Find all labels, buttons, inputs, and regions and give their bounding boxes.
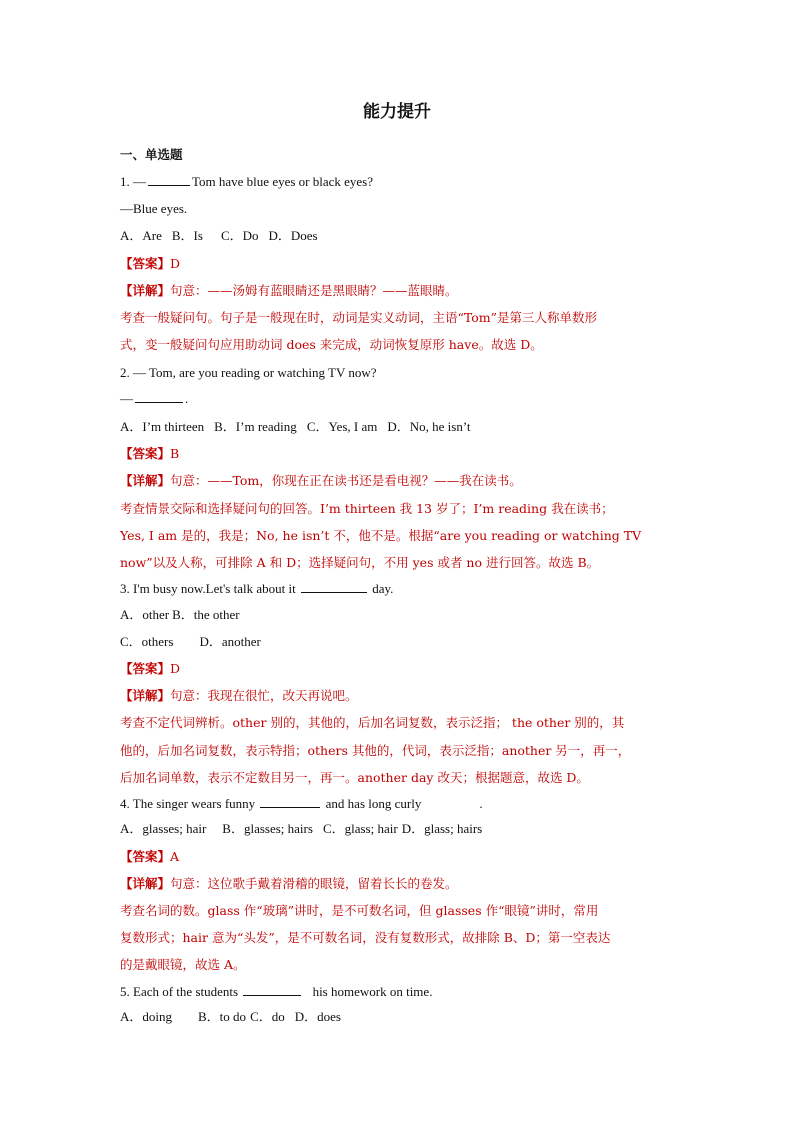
page-title: 能力提升 — [363, 102, 431, 122]
option-c: C．Yes, I am — [306, 419, 378, 434]
question-3-answer: 【答案】D — [120, 661, 181, 676]
option-a: A．doing — [120, 1009, 173, 1024]
question-3-detail-line-2: 他的，后加名词复数，表示特指；others 其他的，代词，表示泛指；another 另一，再一， — [120, 743, 631, 758]
option-c: C．glass; hair — [322, 821, 398, 836]
question-1-options — [120, 228, 328, 244]
question-1-explain: 【详解】句意：——汤姆有蓝眼睛还是黑眼睛？——蓝眼睛。 — [120, 283, 458, 298]
question-3-options-row-2 — [120, 634, 271, 650]
question-3-explain: 【详解】句意：我现在很忙，改天再说吧。 — [120, 688, 358, 703]
option-b: B．Is — [171, 228, 203, 243]
question-4-answer: 【答案】A — [120, 849, 180, 864]
question-2-explain: 【详解】句意：——Tom，你现在正在读书还是看电视？——我在读书。 — [120, 473, 522, 488]
option-b: B．glasses; hairs — [222, 821, 313, 836]
answer-blank — [260, 796, 320, 808]
option-d: D．glass; hairs — [401, 821, 483, 836]
question-1-answer: 【答案】D — [120, 256, 181, 271]
question-2-stem: 2. — Tom, are you reading or watching TV now? — [120, 365, 377, 380]
option-a: A．glasses; hair — [120, 821, 207, 836]
question-5-options — [120, 1009, 351, 1025]
question-2-options — [120, 419, 481, 435]
option-d: D．Does — [268, 228, 318, 243]
question-2-detail-line-3: now”以及人称，可排除 A 和 D；选择疑问句，不用 yes 或者 no 进行回答。故选 B。 — [120, 555, 600, 570]
question-1-detail-line-1: 考查一般疑问句。句子是一般现在时，动词是实义动词，主语“Tom”是第三人称单数形 — [120, 310, 598, 325]
option-d: D．another — [199, 634, 261, 649]
option-b: B．the other — [172, 607, 240, 622]
question-2-answer: 【答案】B — [120, 446, 180, 461]
option-c: C．others — [120, 634, 174, 649]
option-a: A．I’m thirteen — [120, 419, 205, 434]
question-3-stem: 3. I'm busy now.Let's talk about it day. — [120, 581, 394, 596]
question-1-detail-line-2: 式，变一般疑问句应用助动词 does 来完成，动词恢复原形 have。故选 D。 — [120, 337, 543, 352]
option-d: D．No, he isn’t — [387, 419, 471, 434]
question-4-options — [120, 821, 492, 837]
option-c: C．Do — [220, 228, 259, 243]
question-1-stem: 1. — Tom have blue eyes or black eyes? — [120, 174, 374, 189]
question-3-options-row-1 — [120, 607, 250, 623]
question-1-reply: —Blue eyes. — [120, 201, 188, 216]
answer-blank — [301, 581, 367, 593]
option-c: C．do — [250, 1009, 285, 1024]
question-4-stem: 4. The singer wears funny and has long curly . — [120, 796, 483, 811]
question-2-detail-line-1: 考查情景交际和选择疑问句的回答。I’m thirteen 我 13 岁了；I’m reading 我在读书； — [120, 501, 614, 516]
question-3-detail-line-1: 考查不定代词辨析。other 别的，其他的，后加名词复数，表示泛指； the other 别的，其 — [120, 715, 625, 730]
question-4-detail-line-3: 的是戴眼镜，故选 A。 — [120, 957, 246, 972]
option-a: A．other — [120, 607, 170, 622]
question-4-detail-line-1: 考查名词的数。glass 作“玻璃”讲时，是不可数名词，但 glasses 作“眼镜”讲时，常用 — [120, 903, 599, 918]
option-b: B．to do — [198, 1009, 247, 1024]
answer-blank — [243, 984, 301, 996]
question-3-detail-line-3: 后加名词单数，表示不定数目另一，再一。another day 改天；根据题意，故选 D。 — [120, 770, 589, 785]
option-b: B．I’m reading — [214, 419, 297, 434]
question-2-reply: — . — [120, 391, 189, 406]
question-4-explain: 【详解】句意：这位歌手戴着滑稽的眼镜，留着长长的卷发。 — [120, 876, 458, 891]
answer-blank — [148, 174, 190, 186]
question-2-detail-line-2: Yes, I am 是的，我是；No, he isn’t 不，他不是。根据“are you reading or watching TV — [120, 528, 642, 543]
answer-blank — [135, 391, 183, 403]
section-heading: 一、单选题 — [120, 147, 183, 162]
option-d: D．does — [294, 1009, 341, 1024]
question-5-stem: 5. Each of the students his homework on time. — [120, 984, 433, 999]
question-4-detail-line-2: 复数形式；hair 意为“头发”，是不可数名词，没有复数形式，故排除 B、D；第一空表达 — [120, 930, 611, 945]
option-a: A．Are — [120, 228, 162, 243]
